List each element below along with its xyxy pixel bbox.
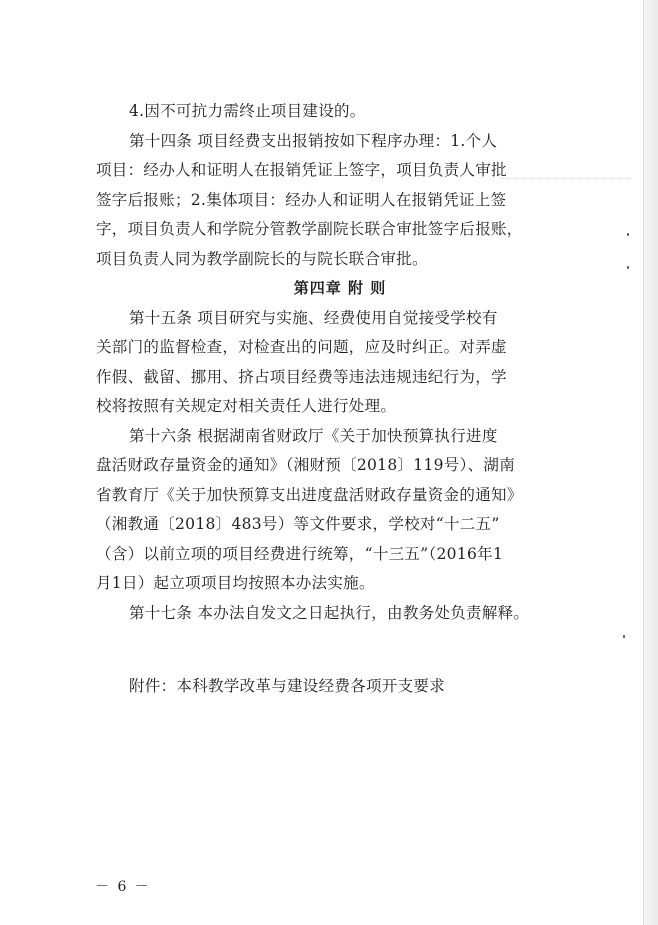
paragraph-line: 签字后报账；2.集体项目：经办人和证明人在报销凭证上签 <box>96 190 507 209</box>
paragraph-line: 第十五条 项目研究与实施、经费使用自觉接受学校有 <box>129 308 498 327</box>
paragraph-line: （湘教通〔2018〕483号）等文件要求，学校对“十二五” <box>96 515 500 533</box>
paragraph-line: 4.因不可抗力需终止项目建设的。 <box>129 102 366 120</box>
paragraph-line: （含）以前立项的项目经费进行统筹，“十三五”（2016年1 <box>96 544 504 563</box>
paragraph-line: 月1日）起立项项目均按照本办法实施。 <box>96 574 375 592</box>
document-body <box>96 97 566 702</box>
paragraph-line: 盘活财政存量资金的通知》（湘财预〔2018〕119号）、湖南 <box>96 456 516 474</box>
chapter-heading: 第四章 附 则 <box>293 279 387 297</box>
page-number: － 6 － <box>95 879 151 895</box>
paragraph-line: 项目：经办人和证明人在报销凭证上签字，项目负责人审批 <box>96 161 507 179</box>
paragraph-line: 校将按照有关规定对相关责任人进行处理。 <box>96 397 397 415</box>
paragraph-line: 关部门的监督检查，对检查出的问题，应及时纠正。对弄虚 <box>96 338 507 356</box>
scan-speck <box>627 233 629 236</box>
paragraph-line: 字，项目负责人和学院分管教学副院长联合审批签字后报账， <box>96 220 523 238</box>
attachment-note: 附件：本科教学改革与建设经费各项开支要求 <box>129 677 446 695</box>
paragraph-line: 第十七条 本办法自发文之日起执行，由教务处负责解释。 <box>129 603 530 622</box>
paragraph-line: 作假、截留、挪用、挤占项目经费等违法违规违纪行为，学 <box>96 367 507 386</box>
paragraph-line: 项目负责人同为教学副院长的与院长联合审批。 <box>96 249 428 268</box>
page-edge-shadow <box>643 0 658 925</box>
paragraph-line: 第十六条 根据湖南省财政厅《关于加快预算执行进度 <box>129 426 498 445</box>
paragraph-line: 第十四条 项目经费支出报销按如下程序办理：1.个人 <box>129 131 498 150</box>
scan-speck <box>627 266 629 269</box>
paragraph-line: 省教育厅《关于加快预算支出进度盘活财政存量资金的通知》 <box>96 485 523 504</box>
scan-speck <box>623 635 625 638</box>
spacer <box>96 628 566 672</box>
